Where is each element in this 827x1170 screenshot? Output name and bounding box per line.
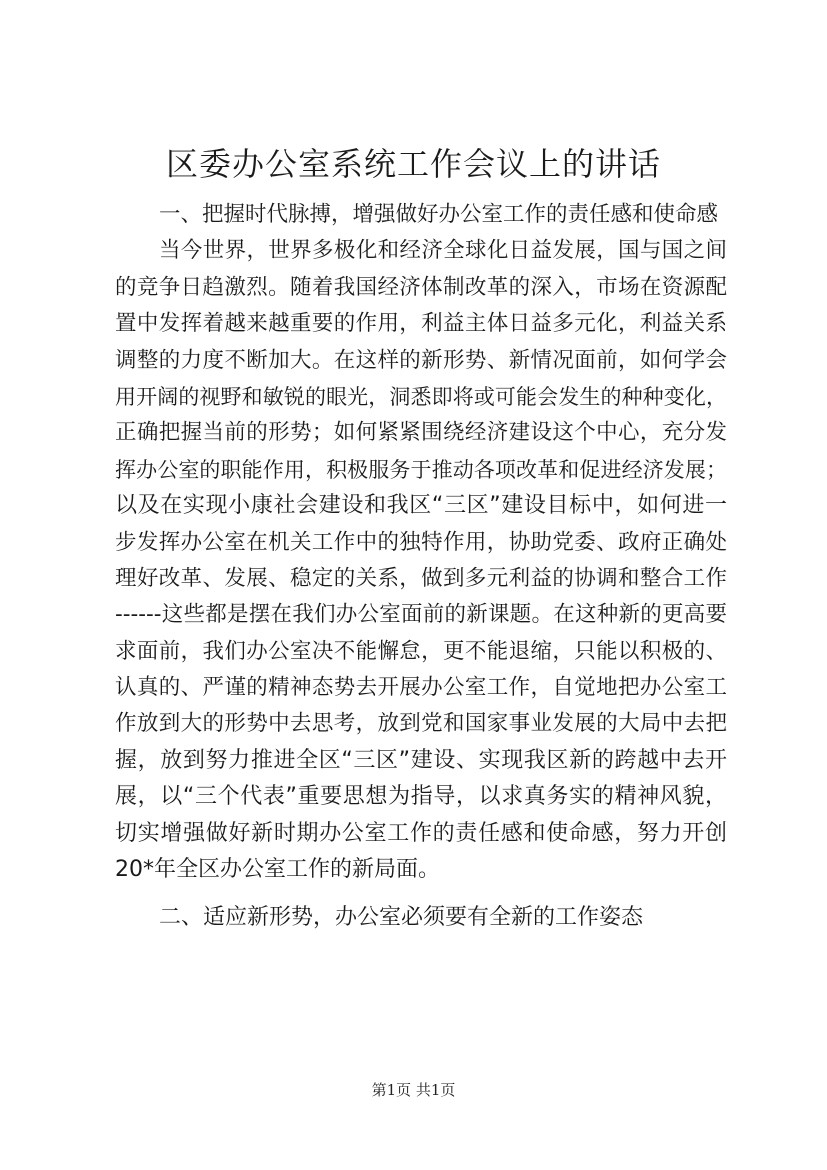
paragraph-gap [115,888,727,900]
paragraph-line: 求面前，我们办公室决不能懈怠，更不能退缩，只能以积极的、 [115,638,727,664]
document-body [115,197,727,937]
paragraph-line: ------这些都是摆在我们办公室面前的新课题。在这种新的更高要 [115,602,727,628]
paragraph-line: 20*年全区办公室工作的新局面。 [115,857,440,883]
paragraph-line: 用开阔的视野和敏锐的眼光，洞悉即将或可能会发生的种种变化， [115,384,727,409]
paragraph-line: 切实增强做好新时期办公室工作的责任感和使命感，努力开创 [115,820,727,846]
paragraph-line: 作放到大的形势中去思考，放到党和国家事业发展的大局中去把 [115,711,727,737]
document-title: 区委办公室系统工作会议上的讲话 [165,145,661,183]
paragraph-line: 的竞争日趋激烈。随着我国经济体制改革的深入，市场在资源配 [115,274,727,300]
paragraph-line: 置中发挥着越来越重要的作用，利益主体日益多元化，利益关系 [115,311,727,337]
paragraph-line: 正确把握当前的形势；如何紧紧围绕经济建设这个中心，充分发 [115,420,727,446]
paragraph-line: 认真的、严谨的精神态势去开展办公室工作，自觉地把办公室工 [115,675,727,701]
paragraph-line: 理好改革、发展、稳定的关系，做到多元利益的协调和整合工作 [115,565,727,591]
section-heading-1: 一、把握时代脉搏，增强做好办公室工作的责任感和使命感 [159,202,719,227]
paragraph-line: 握，放到努力推进全区“三区”建设、实现我区新的跨越中去开 [115,747,727,773]
paragraph-line: 当今世界，世界多极化和经济全球化日益发展，国与国之间 [159,238,727,264]
paragraph-line: 步发挥办公室在机关工作中的独特作用，协助党委、政府正确处 [115,529,727,555]
page-footer: 第1页 共1页 [371,1081,456,1099]
paragraph-line: 展，以“三个代表”重要思想为指导，以求真务实的精神风貌， [115,784,727,810]
paragraph-line: 调整的力度不断加大。在这样的新形势、新情况面前，如何学会 [115,347,727,373]
section-heading-2: 二、适应新形势，办公室必须要有全新的工作姿态 [159,905,644,931]
paragraph-line: 以及在实现小康社会建设和我区“三区”建设目标中，如何进一 [115,493,727,519]
paragraph-line: 挥办公室的职能作用，积极服务于推动各项改革和促进经济发展； [115,457,727,482]
